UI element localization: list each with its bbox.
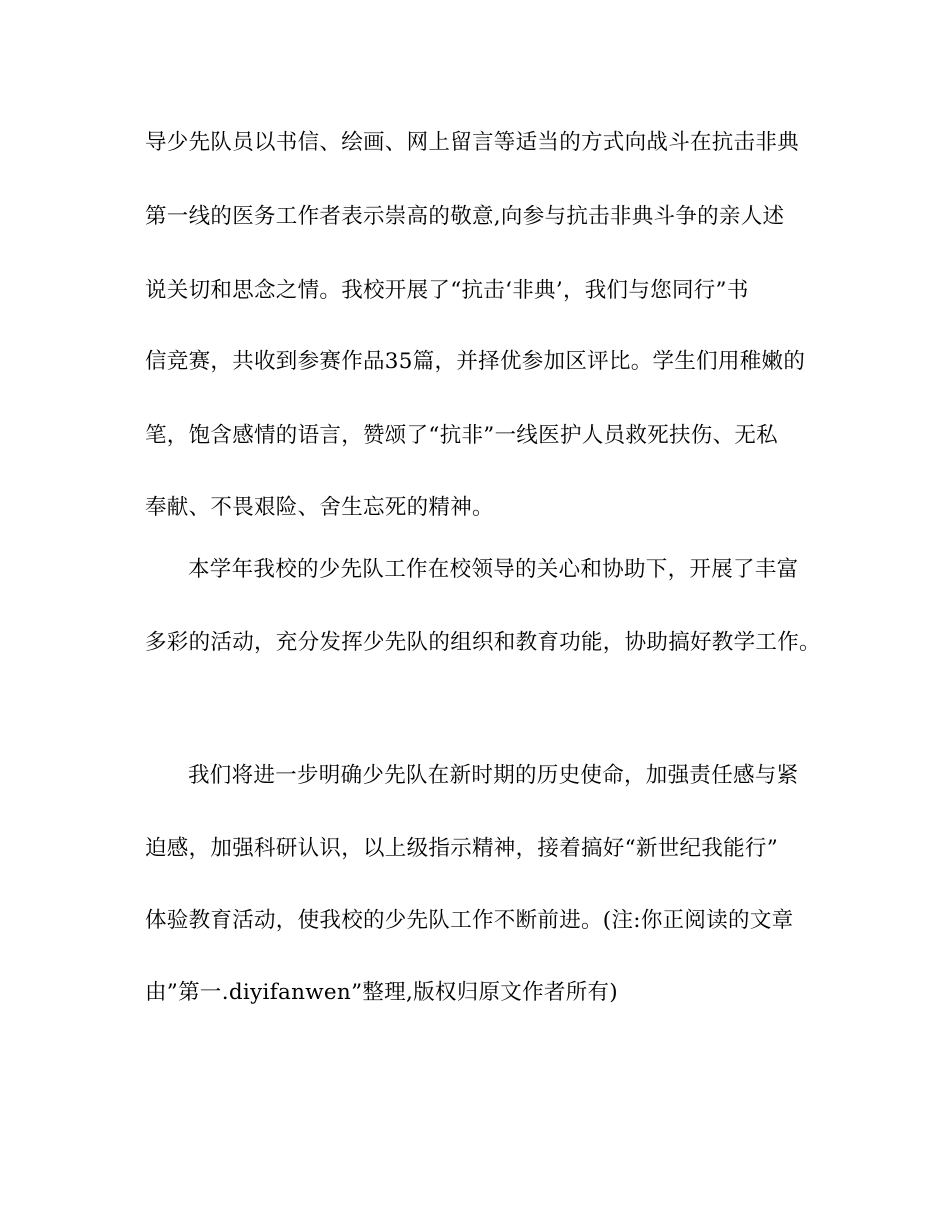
- paragraph-1-line-4: 信竞赛，共收到参赛作品35篇，并择优参加区评比。学生们用稚嫩的: [145, 349, 806, 374]
- paragraph-1-line-3: 说关切和思念之情。我校开展了“抗击‘非典’，我们与您同行”书: [145, 278, 749, 303]
- paragraph-1-line-1: 导少先队员以书信、绘画、网上留言等适当的方式向战斗在抗击非典: [145, 130, 800, 155]
- paragraph-1-line-6: 奉献、不畏艰险、舍生忘死的精神。: [145, 495, 494, 520]
- paragraph-1-line-5: 笔，饱含感情的语言，赞颂了“抗非”一线医护人员救死扶伤、无私: [145, 423, 778, 448]
- paragraph-2-line-2: 多彩的活动，充分发挥少先队的组织和教育功能，协助搞好教学工作。: [145, 630, 821, 655]
- paragraph-1-line-2: 第一线的医务工作者表示崇高的敬意,向参与抗击非典斗争的亲人述: [145, 204, 785, 229]
- paragraph-3-line-2: 迫感，加强科研认识，以上级指示精神，接着搞好“新世纪我能行”: [145, 836, 778, 861]
- paragraph-3-line-1: 我们将进一步明确少先队在新时期的历史使命，加强责任感与紧: [188, 763, 799, 788]
- paragraph-3-line-4: 由”第一.diyifanwen”整理,版权归原文作者所有): [145, 980, 618, 1005]
- paragraph-3-line-3: 体验教育活动，使我校的少先队工作不断前进。(注:你正阅读的文章: [145, 908, 794, 933]
- paragraph-2-line-1: 本学年我校的少先队工作在校领导的关心和协助下，开展了丰富: [188, 557, 799, 582]
